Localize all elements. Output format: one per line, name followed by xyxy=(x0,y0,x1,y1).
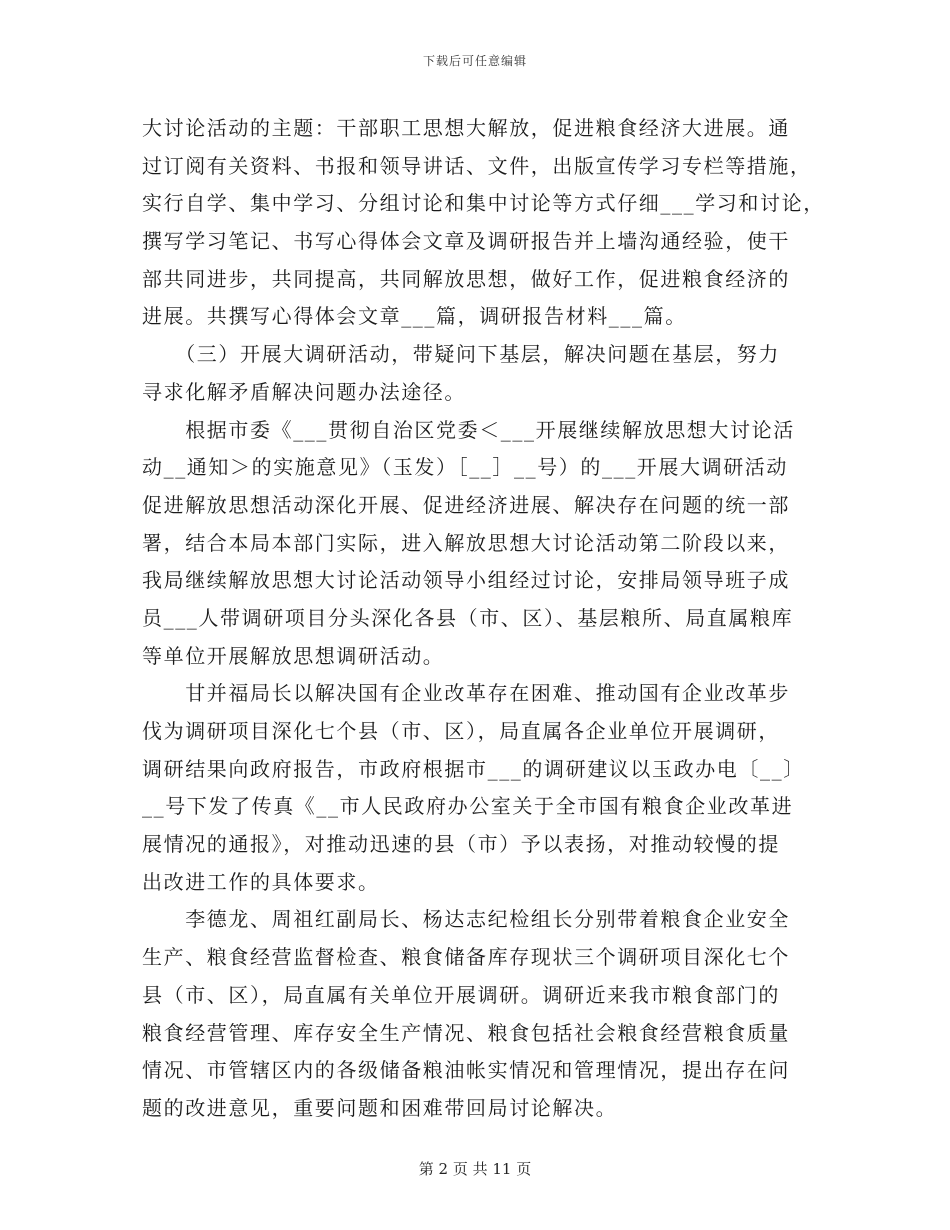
body-line: 粮食经营管理、库存安全生产情况、粮食包括社会粮食经营粮食质量 xyxy=(142,1020,790,1045)
paragraph-start: 根据市委《___贯彻自治区党委＜___开展继续解放思想大讨论活 xyxy=(142,417,795,442)
body-line: 我局继续解放思想大讨论活动领导小组经过讨论，安排局领导班子成 xyxy=(142,568,790,593)
body-line: 撰写学习笔记、书写心得体会文章及调研报告并上墙沟通经验，使干 xyxy=(142,229,790,254)
page-number: 第 2 页 共 11 页 xyxy=(418,1160,532,1178)
body-line: 部共同进步，共同提高，共同解放思想，做好工作，促进粮食经济的 xyxy=(142,266,790,291)
body-line: 情况、市管辖区内的各级储备粮油帐实情况和管理情况，提出存在问 xyxy=(142,1058,790,1083)
body-line: 寻求化解矛盾解决问题办法途径。 xyxy=(142,379,466,404)
body-line: 展情况的通报》，对推动迅速的县（市）予以表扬，对推动较慢的提 xyxy=(142,832,780,857)
document-body xyxy=(142,110,825,1128)
body-line: __号下发了传真《__市人民政府办公室关于全市国有粮食企业改革进 xyxy=(142,794,794,819)
header-note: 下载后可任意编辑 xyxy=(422,54,527,68)
body-line: 动__通知＞的实施意见》（玉发）［__］__号）的___开展大调研活动 xyxy=(142,455,788,480)
body-line: 伐为调研项目深化七个县（市、区），局直属各企业单位开展调研， xyxy=(142,719,780,743)
body-line: 进展。共撰写心得体会文章___篇，调研报告材料___篇。 xyxy=(142,304,687,329)
body-line: 署，结合本局本部门实际，进入解放思想大讨论活动第二阶段以来， xyxy=(142,530,790,555)
body-line: 实行自学、集中学习、分组讨论和集中讨论等方式仔细___学习和讨论， xyxy=(142,191,825,216)
body-line: 生产、粮食经营监督检查、粮食储备库存现状三个调研项目深化七个 xyxy=(142,945,790,970)
paragraph-start: 甘并福局长以解决国有企业改革存在困难、推动国有企业改革步 xyxy=(142,681,790,706)
body-line: 等单位开展解放思想调研活动。 xyxy=(142,643,445,668)
body-line: 促进解放思想活动深化开展、促进经济进展、解决存在问题的统一部 xyxy=(142,492,790,517)
paragraph-start: 李德龙、周祖红副局长、杨达志纪检组长分别带着粮食企业安全 xyxy=(142,907,790,932)
body-line: 调研结果向政府报告，市政府根据市___的调研建议以玉政办电〔__〕 xyxy=(142,756,805,781)
body-line: 出改进工作的具体要求。 xyxy=(142,869,380,894)
body-line: 大讨论活动的主题：干部职工思想大解放，促进粮食经济大进展。通 xyxy=(142,116,790,140)
body-line: 题的改进意见，重要问题和困难带回局讨论解决。 xyxy=(142,1095,618,1120)
body-line: 过订阅有关资料、书报和领导讲话、文件，出版宣传学习专栏等措施， xyxy=(142,153,812,178)
section-heading: （三）开展大调研活动，带疑问下基层，解决问题在基层，努力 xyxy=(142,342,780,367)
body-line: 员___人带调研项目分头深化各县（市、区）、基层粮所、局直属粮库 xyxy=(142,605,794,630)
body-line: 县（市、区），局直属有关单位开展调研。调研近来我市粮食部门的 xyxy=(142,982,780,1007)
